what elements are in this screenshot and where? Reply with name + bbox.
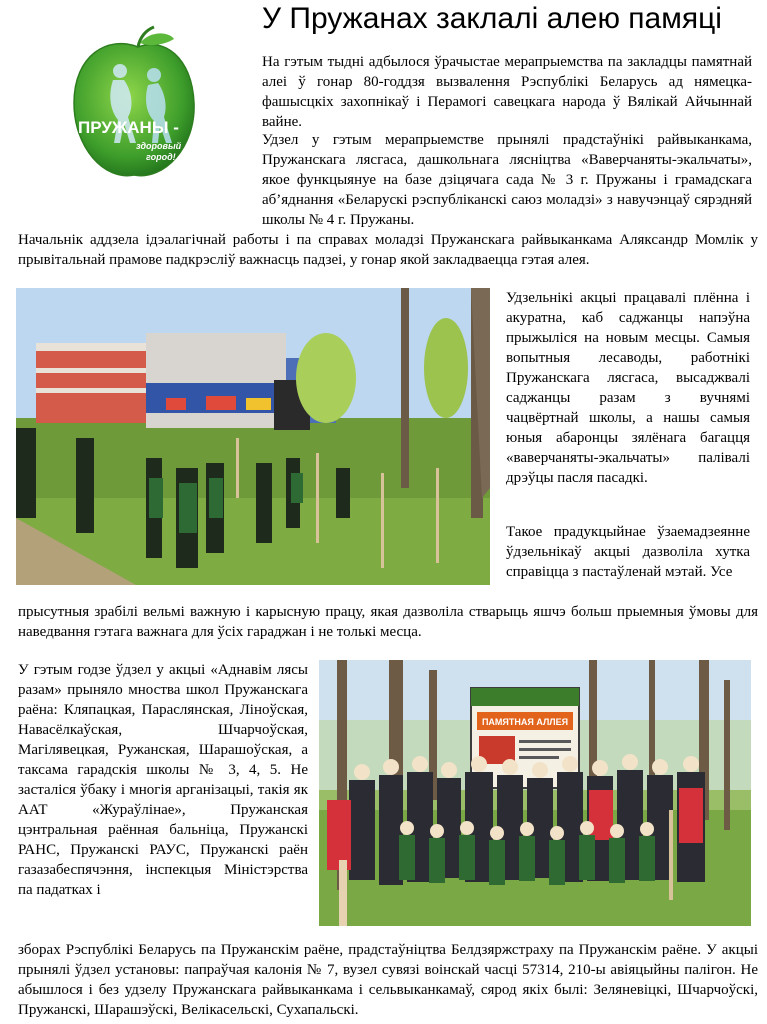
pruzhany-logo-apple-icon bbox=[68, 25, 200, 185]
paragraph-1: На гэтым тыдні адбылося ўрачыстае мерапрыемства па закладцы памятнай алеі ў гонар 80-годдзя вызвалення Рэспублікі Беларусь ад нямецка-фашысцкіх захопнікаў і Перамогі савецкага народа ў Вялікай Айчыннай вайне. bbox=[262, 54, 752, 130]
paragraph-5: Такое прадукцыйнае ўзаемадзеянне ўдзельнікаў акцыі дазволіла хутка справіцца з пастаўленай мэтай. Усе bbox=[506, 524, 750, 580]
logo-line3: город! bbox=[146, 152, 176, 162]
group-photo bbox=[319, 660, 751, 926]
article-title: У Пружанах заклалі алею памяці bbox=[262, 2, 722, 35]
paragraph-4: Удзельнікі акцыі працавалі плённа і акуратна, каб саджанцы напэўна прыжыліся на новым месцы. Самыя вопытныя лесаводы, работнікі Пружанскага лясгаса, высаджвалі саджанцы разам з вучнямі чацвёртнай школы, а нашы самыя юныя абаронцы зялёнага багацця «ваверчаняты-экальчаты» палівалі дрэўцы пасля пасадкі. bbox=[506, 290, 750, 486]
paragraph-7: зборах Рэспублікі Беларусь па Пружанскім раёне, прадстаўніцтва Белдзяржстраху па Пружанскім раёне. У акцыі прынялі ўдзел установы: папраўчая калонія № 7, вузел сувязі воінскай часці 57314, 210-ы авіяцыйны палігон. Не абышлося і без удзелу Пружанскага райвыканкама і сельвыканкамаў, сярод якіх былі: Зеляневіцкі, Шчарчоўскі, Пружанскі, Шарашэўскі, Велікасельскі, Сухапальскі. bbox=[18, 942, 758, 1018]
logo-line2: здоровый bbox=[136, 141, 182, 151]
paragraph-3: Начальнік аддзела ідэалагічнай работы і па справах моладзі Пружанскага райвыканкама Аляксандр Момлік у прывітальнай прамове падкрэсліў важнасць падзеі, у гонар якой закладваецца гэтая алея. bbox=[18, 232, 758, 268]
paragraph-6: У гэтым годзе ўдзел у акцыі «Аднавім лясы разам» прыняло мноства школ Пружанскага раёна: Кляпацкая, Параслянская, Ліноўская, Навасёлкаўская, Шчарчоўская, Магілявецкая, Ружанская, Шарашоўская, а таксама гарадскія школы № 3, 4, 5. Не засталіся ўбаку і многія арганізацыі, такія як ААТ «Жураўлінае», Пружанская цэнтральная раённая бальніца, Пружанскі РАНС, Пружанскі РАУС, Пружанскі раён газазабеспячэння, інспекцыя Міністэрства па падатках і bbox=[18, 662, 308, 898]
tree-planting-photo bbox=[16, 288, 490, 585]
sign-heading: ПАМЯТНАЯ АЛЛЕЯ bbox=[481, 717, 569, 727]
paragraph-5-continued: прысутныя зрабілі вельмі важную і карысную працу, якая дазволіла стварыць яшчэ больш прыемныя ўмовы для наведвання гэтага важнага для ўсіх гараджан і не толькі месца. bbox=[18, 604, 758, 640]
paragraph-2: Удзел у гэтым мерапрыемстве прынялі прадстаўнікі райвыканкама, Пружанскага лясгаса, дашкольнага лясніцтва «Ваверчаняты-экальчаты», якое функцыянуе на базе дзіцячага сада № 3 г. Пружаны і грамадскага аб’яднання «Беларускі рэспубліканскі саюз моладзі» з навучэнцаў сярэдняй школы № 4 г. Пружаны. bbox=[262, 132, 752, 228]
logo-line1: ПРУЖАНЫ - bbox=[78, 118, 179, 137]
